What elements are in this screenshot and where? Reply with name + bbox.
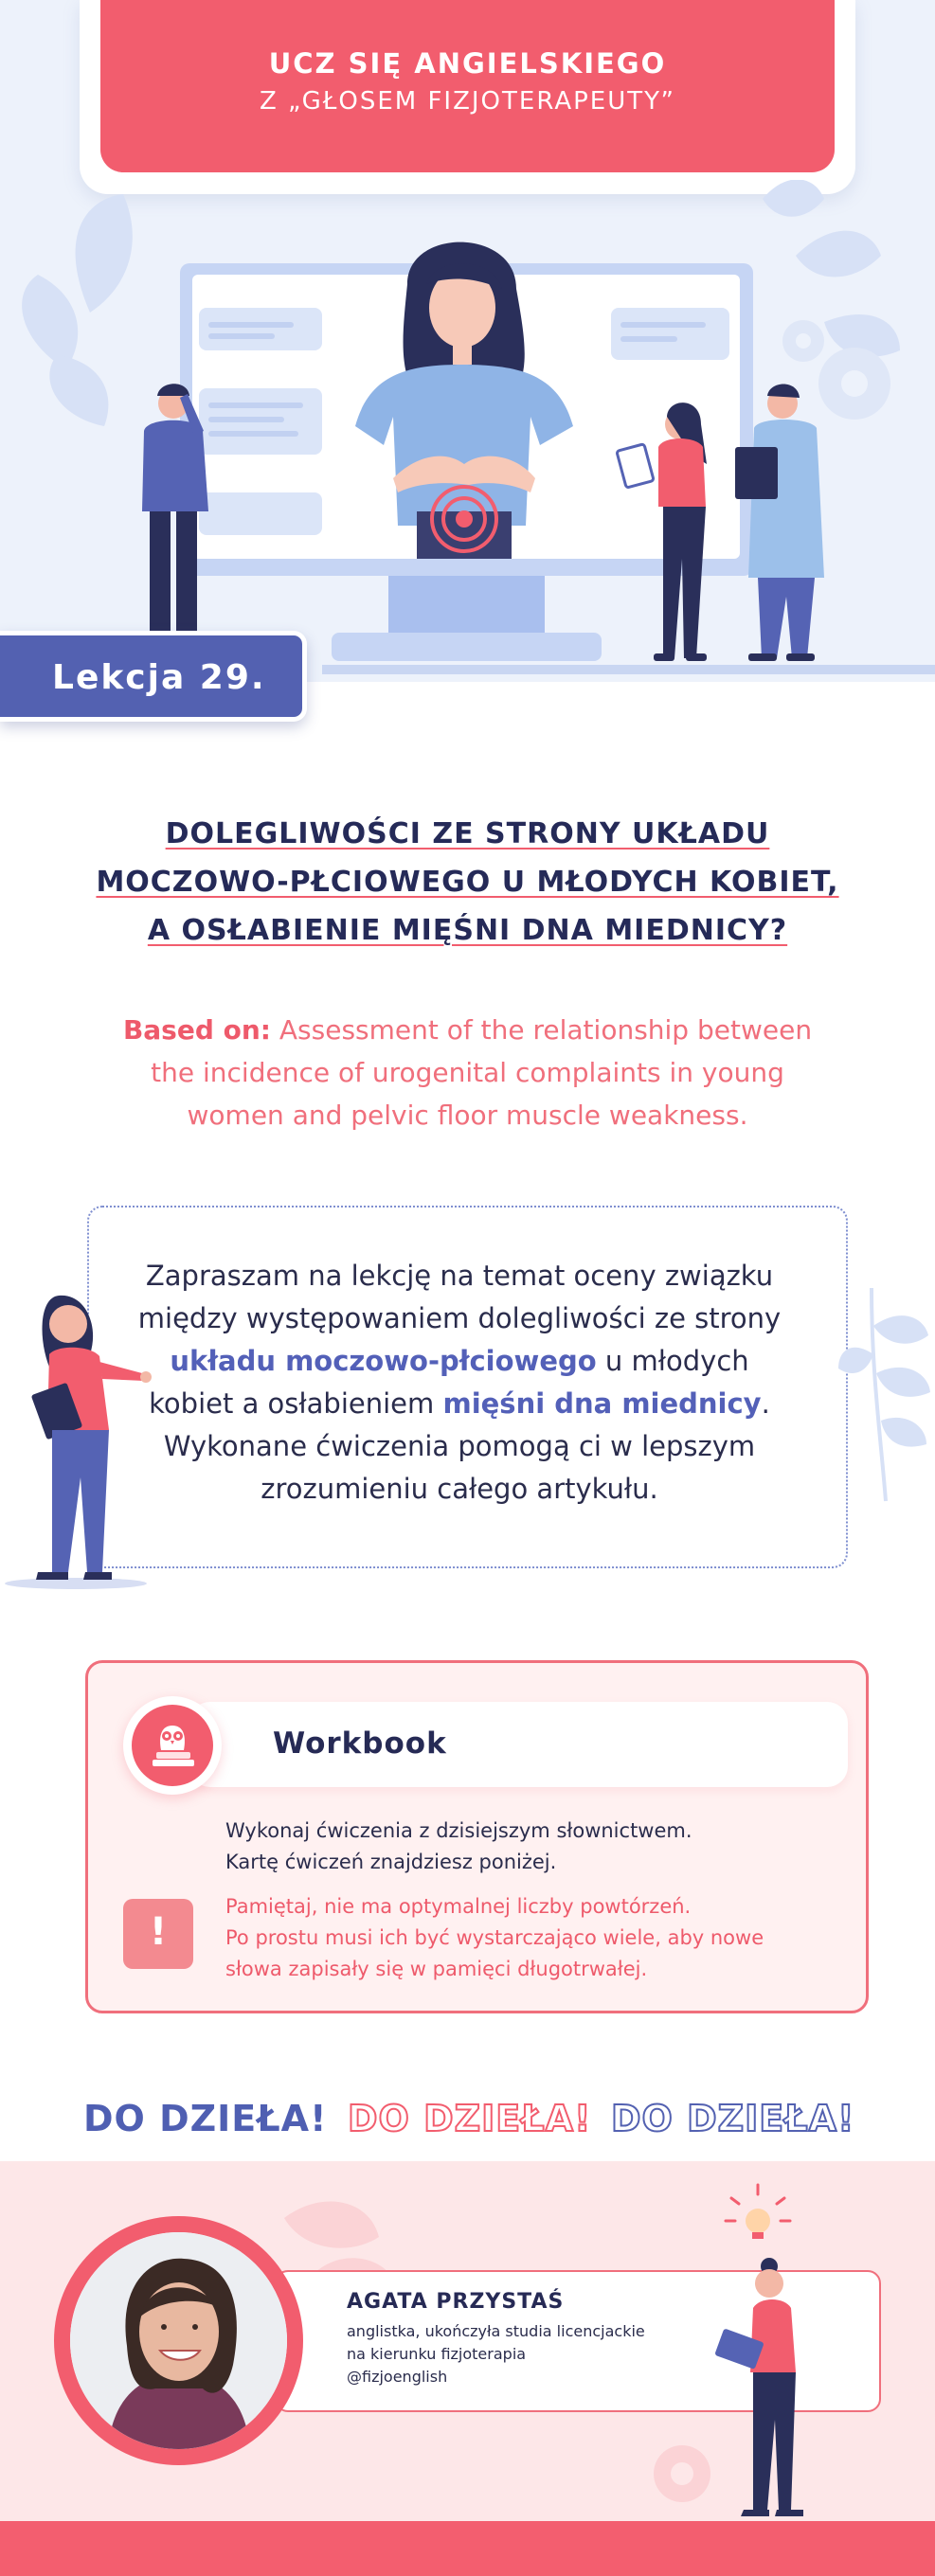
banner-subtitle: Z „GŁOSEM FIZJOTERAPEUTY” — [259, 87, 676, 116]
cta-text-1: DO DZIEŁA! — [83, 2098, 328, 2139]
leaf-decoration-icon — [834, 1279, 935, 1506]
footer-strip — [0, 2521, 935, 2576]
woman-with-book-figure — [0, 1288, 171, 1591]
header-banner — [100, 0, 835, 172]
intro-text — [123, 1255, 796, 1511]
lesson-label: Lekcja 29. — [52, 658, 266, 697]
workbook-reminder-1: Pamiętaj, nie ma optymalnej liczby powtórzeń. — [225, 1895, 692, 1918]
lesson-badge — [0, 631, 307, 722]
workbook-text-2: Kartę ćwiczeń znajdziesz poniżej. — [225, 1851, 557, 1873]
intro-line-6: zrozumieniu całego artykułu. — [261, 1473, 658, 1505]
intro-line-3-rest: u młodych — [596, 1345, 749, 1377]
workbook-title: Workbook — [273, 1726, 447, 1761]
cta-text-3: DO DZIEŁA! — [611, 2098, 855, 2139]
author-handle[interactable]: @fizjoenglish — [347, 2368, 448, 2386]
cta-text-2: DO DZIEŁA! — [348, 2098, 592, 2139]
author-description-2: na kierunku fizjoterapia — [347, 2345, 527, 2363]
based-on-label: Based on: — [122, 1014, 271, 1046]
workbook-reminder-3: słowa zapisały się w pamięci długotrwałej. — [225, 1958, 648, 1980]
hero-section — [0, 0, 935, 697]
workbook-reminder-2: Po prostu musi ich być wystarczająco wiele, aby nowe — [225, 1926, 764, 1949]
title-line-3: A OSŁABIENIE MIĘŚNI DNA MIEDNICY? — [147, 914, 788, 947]
workbook-reminder — [225, 1891, 832, 1985]
monitor-neck — [388, 576, 545, 633]
banner-title: UCZ SIĘ ANGIELSKIEGO — [268, 47, 667, 80]
author-description-1: anglistka, ukończyła studia licencjackie — [347, 2322, 645, 2340]
workbook-text-1: Wykonaj ćwiczenia z dzisiejszym słownictwem. — [225, 1819, 692, 1842]
intro-highlight-2: mięśni dna miednicy — [442, 1387, 762, 1420]
intro-line-4-pre: kobiet a osłabieniem — [149, 1387, 443, 1420]
based-on-line-2: the incidence of urogenital complaints in young — [151, 1057, 784, 1088]
based-on-text — [85, 1009, 850, 1136]
avatar — [70, 2232, 287, 2449]
exclamation-icon: ! — [123, 1899, 193, 1969]
title-line-2: MOCZOWO-PŁCIOWEGO U MŁODYCH KOBIET, — [96, 866, 839, 899]
lesson-title — [57, 810, 878, 955]
intro-line-5: Wykonane ćwiczenia pomogą ci w lepszym — [163, 1430, 756, 1462]
workbook-header[interactable] — [189, 1702, 848, 1787]
title-line-1: DOLEGLIWOŚCI ZE STRONY UKŁADU — [165, 817, 770, 850]
author-name: AGATA PRZYSTAŚ — [347, 2290, 565, 2314]
hero-illustration — [0, 180, 935, 682]
workbook-instructions — [225, 1816, 813, 1878]
based-on-line-3: women and pelvic floor muscle weakness. — [187, 1100, 748, 1131]
intro-line-4-post: . — [761, 1387, 770, 1420]
intro-line-1: Zapraszam na lekcję na temat oceny związku — [145, 1260, 774, 1292]
intro-line-2: między występowaniem dolegliwości ze strony — [137, 1302, 782, 1334]
woman-reading-figure — [701, 2183, 853, 2529]
monitor-stand — [332, 633, 602, 661]
owl-on-books-icon — [123, 1696, 222, 1795]
based-on-line-1: Assessment of the relationship between — [271, 1014, 813, 1046]
intro-highlight-1: układu moczowo-płciowego — [170, 1345, 597, 1377]
